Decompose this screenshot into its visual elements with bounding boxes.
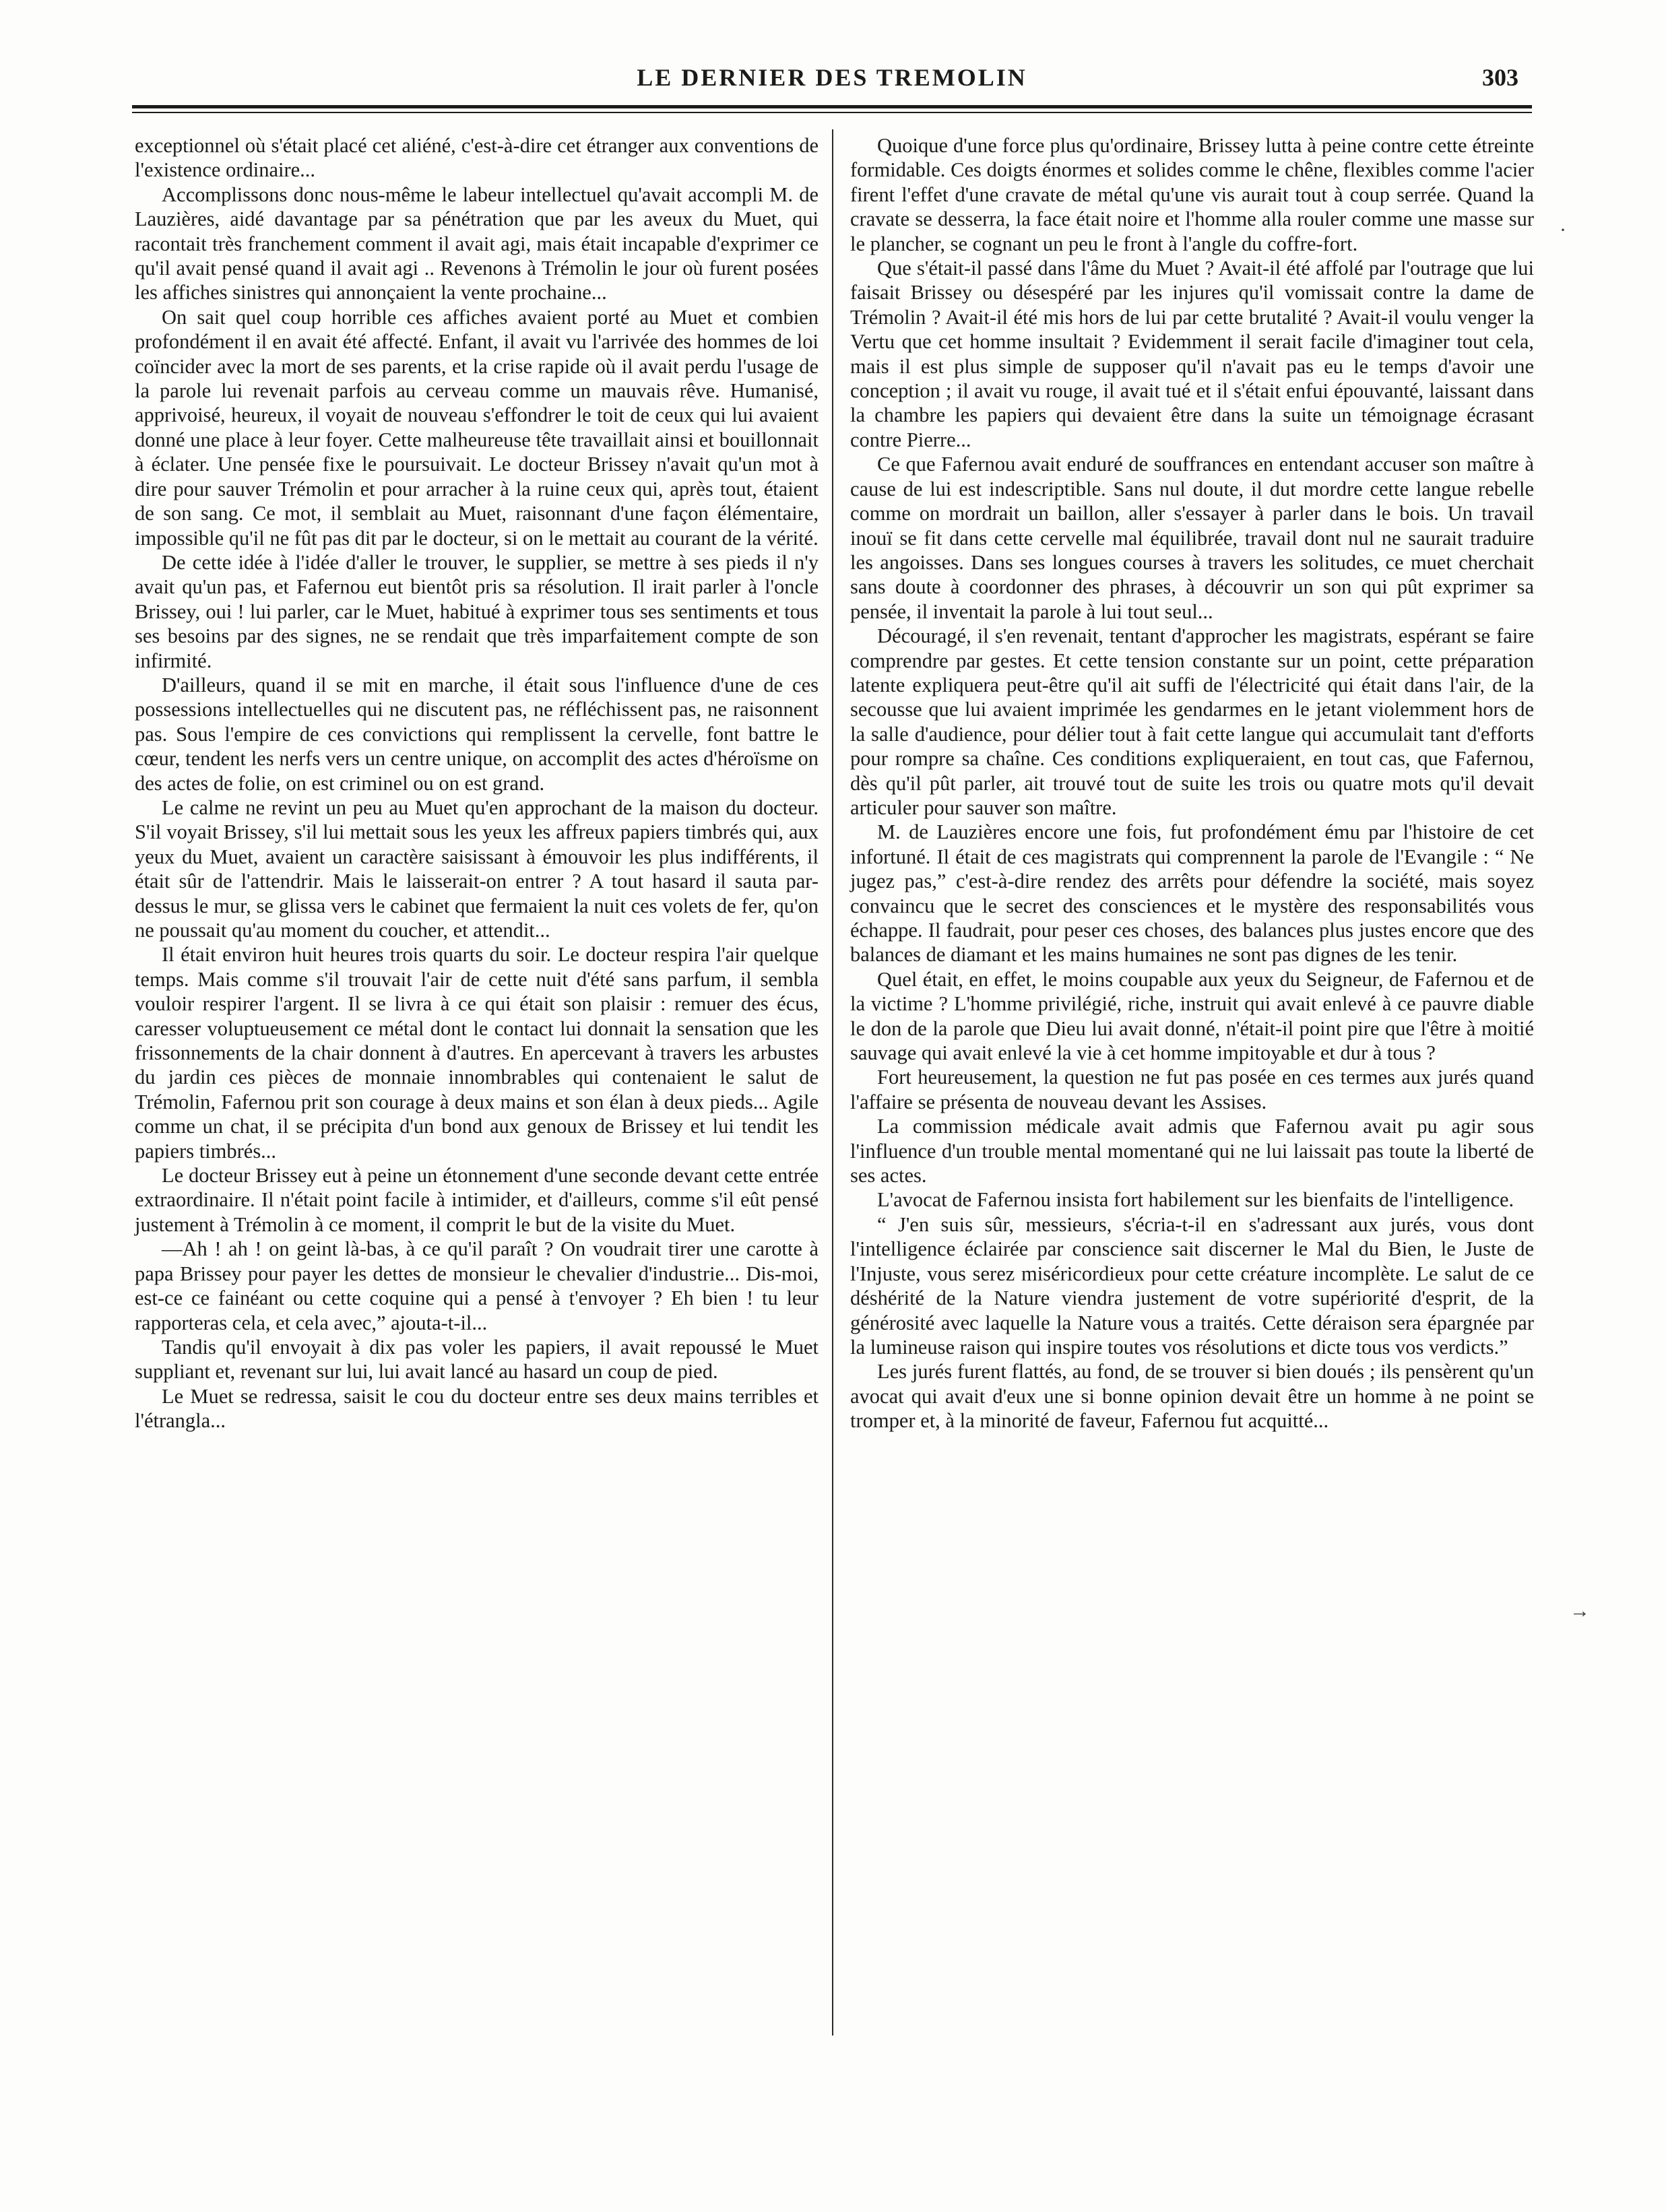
paragraph: Le docteur Brissey eut à peine un étonnement d'une seconde devant cette entrée extraordinaire. Il n'était point facile à intimider, et d'ailleurs, comme s'il eût pensé justement à Trémolin à ce moment, il comprit le but de la visite du Muet. xyxy=(135,1164,819,1236)
paragraph: On sait quel coup horrible ces affiches avaient porté au Muet et combien profondément il en avait été affecté. Enfant, il avait vu l'arrivée des hommes de loi coïncider avec la mort de ses parents, et la crise rapide où il avait perdu l'usage de la parole lui revenait parfois au cerveau comme un mauvais rêve. Humanisé, apprivoisé, heureux, il voyait de nouveau s'effondrer le toit de ceux qui lui avaient donné une place à leur foyer. Cette malheureuse tête travaillait ainsi et bouillonnait à éclater. Une pensée fixe le poursuivait. Le docteur Brissey n'avait qu'un mot à dire pour sauver Trémolin et pour arracher à la ruine ceux qui, après tout, étaient de son sang. Ce mot, il semblait au Muet, raisonnant d'une façon élémentaire, impossible qu'il ne fût pas dit par le docteur, si on le mettait au courant de la vérité. xyxy=(135,305,819,550)
column-divider xyxy=(832,129,833,2036)
paragraph: Il était environ huit heures trois quarts du soir. Le docteur respira l'air quelque temps. Mais comme s'il trouvait l'air de cette nuit d'été sans parfum, il sembla vouloir respirer l'argent. Il se livra à ce qui était son plaisir : remuer des écus, caresser voluptueusement ce métal dont le contact lui donnait la sensation que les frissonnements de la chair donnent à d'autres. En apercevant à travers les arbustes du jardin ces pièces de monnaie innombrables qui contenaient le salut de Trémolin, Fafernou prit son courage à deux mains et son élan à deux pieds... Agile comme un chat, il se précipita d'un bond aux genoux de Brissey et lui tendit les papiers timbrés... xyxy=(135,943,819,1163)
paragraph: L'avocat de Fafernou insista fort habilement sur les bienfaits de l'intelligence. xyxy=(877,1188,1514,1212)
left-column xyxy=(135,133,819,1433)
paragraph: M. de Lauzières encore une fois, fut profondément ému par l'histoire de cet infortuné. Il était de ces magistrats qui comprennent la parole de l'Evangile : “ Ne jugez pas,” c'est-à-dire rendez des arrêts pour défendre la société, mais soyez convaincu que le secret des consciences et le mystère des responsabilités vous échappe. Il faudrait, pour peser ces choses, des balances plus justes encore que des balances de diamant et les mains humaines ne sont pas dignes de les tenir. xyxy=(850,820,1534,967)
paragraph: Le Muet se redressa, saisit le cou du docteur entre ses deux mains terribles et l'étrangla... xyxy=(135,1384,819,1433)
header-rule-thin xyxy=(132,112,1532,113)
right-column xyxy=(850,133,1534,1433)
paragraph: Fort heureusement, la question ne fut pas posée en ces termes aux jurés quand l'affaire se présenta de nouveau devant les Assises. xyxy=(850,1066,1534,1113)
page-number: 303 xyxy=(1482,64,1518,91)
paragraph: exceptionnel où s'était placé cet aliéné, c'est-à-dire cet étranger aux conventions de l'existence ordinaire... xyxy=(135,134,819,182)
running-head xyxy=(132,63,1532,104)
paragraph: Que s'était-il passé dans l'âme du Muet ? Avait-il été affolé par l'outrage que lui faisait Brissey ou désespéré par les injures qu'il vomissait contre la dame de Trémolin ? Avait-il été mis hors de lui par cette brutalité ? Avait-il voulu venger la Vertu que cet homme insultait ? Evidemment il serait facile d'imaginer tout cela, mais il est plus simple de supposer qu'il n'avait pas eu le temps d'avoir une conception ; il avait vu rouge, il avait tué et il s'était enfui épouvanté, laissant dans la chambre les papiers qui devaient être dans la suite un témoignage écrasant contre Pierre... xyxy=(850,257,1534,451)
header-rule-thick xyxy=(132,105,1532,108)
paragraph: Ce que Fafernou avait enduré de souffrances en entendant accuser son maître à cause de lui est indescriptible. Sans nul doute, il dut mordre cette langue rebelle comme on mordrait un baillon, aller s'essayer à parler dans le bois. Un travail inouï se fit dans cette cervelle mal équilibrée, travail dont nul ne saurait traduire les angoisses. Dans ses longues courses à travers les solitudes, ce muet cherchait sans doute à coordonner des phrases, à découvrir un son qui pût exprimer sa pensée, il inventait la parole à lui tout seul... xyxy=(850,453,1534,623)
paragraph: D'ailleurs, quand il se mit en marche, il était sous l'influence d'une de ces possessions intellectuelles qui ne discutent pas, ne réfléchissent pas, ne raisonnent pas. Sous l'empire de ces convictions qui remplissent la cervelle, font battre le cœur, tendent les nerfs vers un centre unique, on accomplit des actes d'héroïsme on des actes de folie, on est criminel ou on est grand. xyxy=(135,673,819,795)
running-title: LE DERNIER DES TREMOLIN xyxy=(637,64,1027,91)
paragraph: Les jurés furent flattés, au fond, de se trouver si bien doués ; ils pensèrent qu'un avocat qui avait d'eux une si bonne opinion devait être un homme à ne point se tromper et, à la minorité de faveur, Fafernou fut acquitté... xyxy=(850,1360,1534,1433)
paragraph: Le calme ne revint un peu au Muet qu'en approchant de la maison du docteur. S'il voyait Brissey, s'il lui mettait sous les yeux les affreux papiers timbrés qui, aux yeux du Muet, avaient un caractère saisissant à émouvoir les plus indifférents, il était sûr de l'attendrir. Mais le laisserait-on entrer ? A tout hasard il sauta par-dessus le mur, se glissa vers le cabinet que fermaient la nuit ces volets de fer, qu'on ne poussait qu'au moment du coucher, et attendit... xyxy=(135,795,819,942)
paragraph: Découragé, il s'en revenait, tentant d'approcher les magistrats, espérant se faire comprendre par gestes. Et cette tension constante sur un point, cette préparation latente expliquera peut-être qu'il ait suffi de l'électricité qui était dans l'air, de la secousse que lui avaient imprimée les gendarmes en le jetant violemment hors de la salle d'audience, pour délier tout à fait cette langue qui accumulait tant d'efforts pour rompre sa chaîne. Ces conditions expliqueraient, en tout cas, que Fafernou, dès qu'il pût parler, ait trouvé tout de suite les trois ou quatre mots qu'il devait articuler pour sauver son maître. xyxy=(850,624,1534,819)
paragraph: De cette idée à l'idée d'aller le trouver, le supplier, se mettre à ses pieds il n'y avait qu'un pas, et Fafernou eut bientôt pris sa résolution. Il irait parler à l'oncle Brissey, oui ! lui parler, car le Muet, habitué à exprimer tous ses sentiments et tous ses besoins par des signes, ne se rendait que très imparfaitement compte de son infirmité. xyxy=(135,550,819,672)
paragraph: Accomplissons donc nous-même le labeur intellectuel qu'avait accompli M. de Lauzières, aidé davantage par sa pénétration que par les aveux du Muet, qui racontait très franchement comment il avait agi, mais était incapable d'exprimer ce qu'il avait pensé quand il avait agi .. Revenons à Trémolin le jour où furent posées les affiches sinistres qui annonçaient la vente prochaine... xyxy=(135,183,819,304)
paragraph: Quel était, en effet, le moins coupable aux yeux du Seigneur, de Fafernou et de la victime ? L'homme privilégié, riche, instruit qui avait enlevé à ce pauvre diable le don de la parole que Dieu lui avait donné, n'était-il point pire que l'être à moitié sauvage qui avait enlevé la vie à cet homme impitoyable et dur à tous ? xyxy=(850,967,1534,1065)
paragraph: —Ah ! ah ! on geint là-bas, à ce qu'il paraît ? On voudrait tirer une carotte à papa Brissey pour payer les dettes de monsieur le chevalier d'industrie... Dis-moi, est-ce ce fainéant ou cette coquine qui a pensé à t'envoyer ? Eh bien ! tu leur rapporteras cela, et cela avec,” ajouta-t-il... xyxy=(135,1237,819,1334)
margin-dot-icon: · xyxy=(1560,219,1566,241)
paragraph: La commission médicale avait admis que Fafernou avait pu agir sous l'influence d'un trouble mental momentané qui ne lui laissait pas toute la liberté de ses actes. xyxy=(850,1115,1534,1188)
paragraph: “ J'en suis sûr, messieurs, s'écria-t-il en s'adressant aux jurés, vous dont l'intelligence éclairée par conscience sait discerner le Mal du Bien, le Juste de l'Injuste, vous serez miséricordieux pour cette créature incomplète. Le salut de ce déshérité de la Nature viendra justement de votre supériorité d'esprit, de la générosité avec laquelle la Nature vous a traités. Cette déraison sera épargnée par la lumineuse raison qui inspire toutes vos résolutions et dicte tous vos verdicts.” xyxy=(850,1212,1534,1359)
paragraph: Tandis qu'il envoyait à dix pas voler les papiers, il avait repoussé le Muet suppliant et, revenant sur lui, lui avait lancé au hasard un coup de pied. xyxy=(135,1335,819,1384)
margin-arrow-icon: → xyxy=(1570,1600,1590,1622)
paragraph: Quoique d'une force plus qu'ordinaire, Brissey lutta à peine contre cette étreinte formidable. Ces doigts énormes et solides comme le chêne, flexibles comme l'acier firent l'effet d'une cravate de métal qu'une vis aurait tout à coup serrée. Quand la cravate se desserra, la face était noire et l'homme alla rouler comme une masse sur le plancher, se cognant un peu le front à l'angle du coffre-fort. xyxy=(850,134,1534,255)
